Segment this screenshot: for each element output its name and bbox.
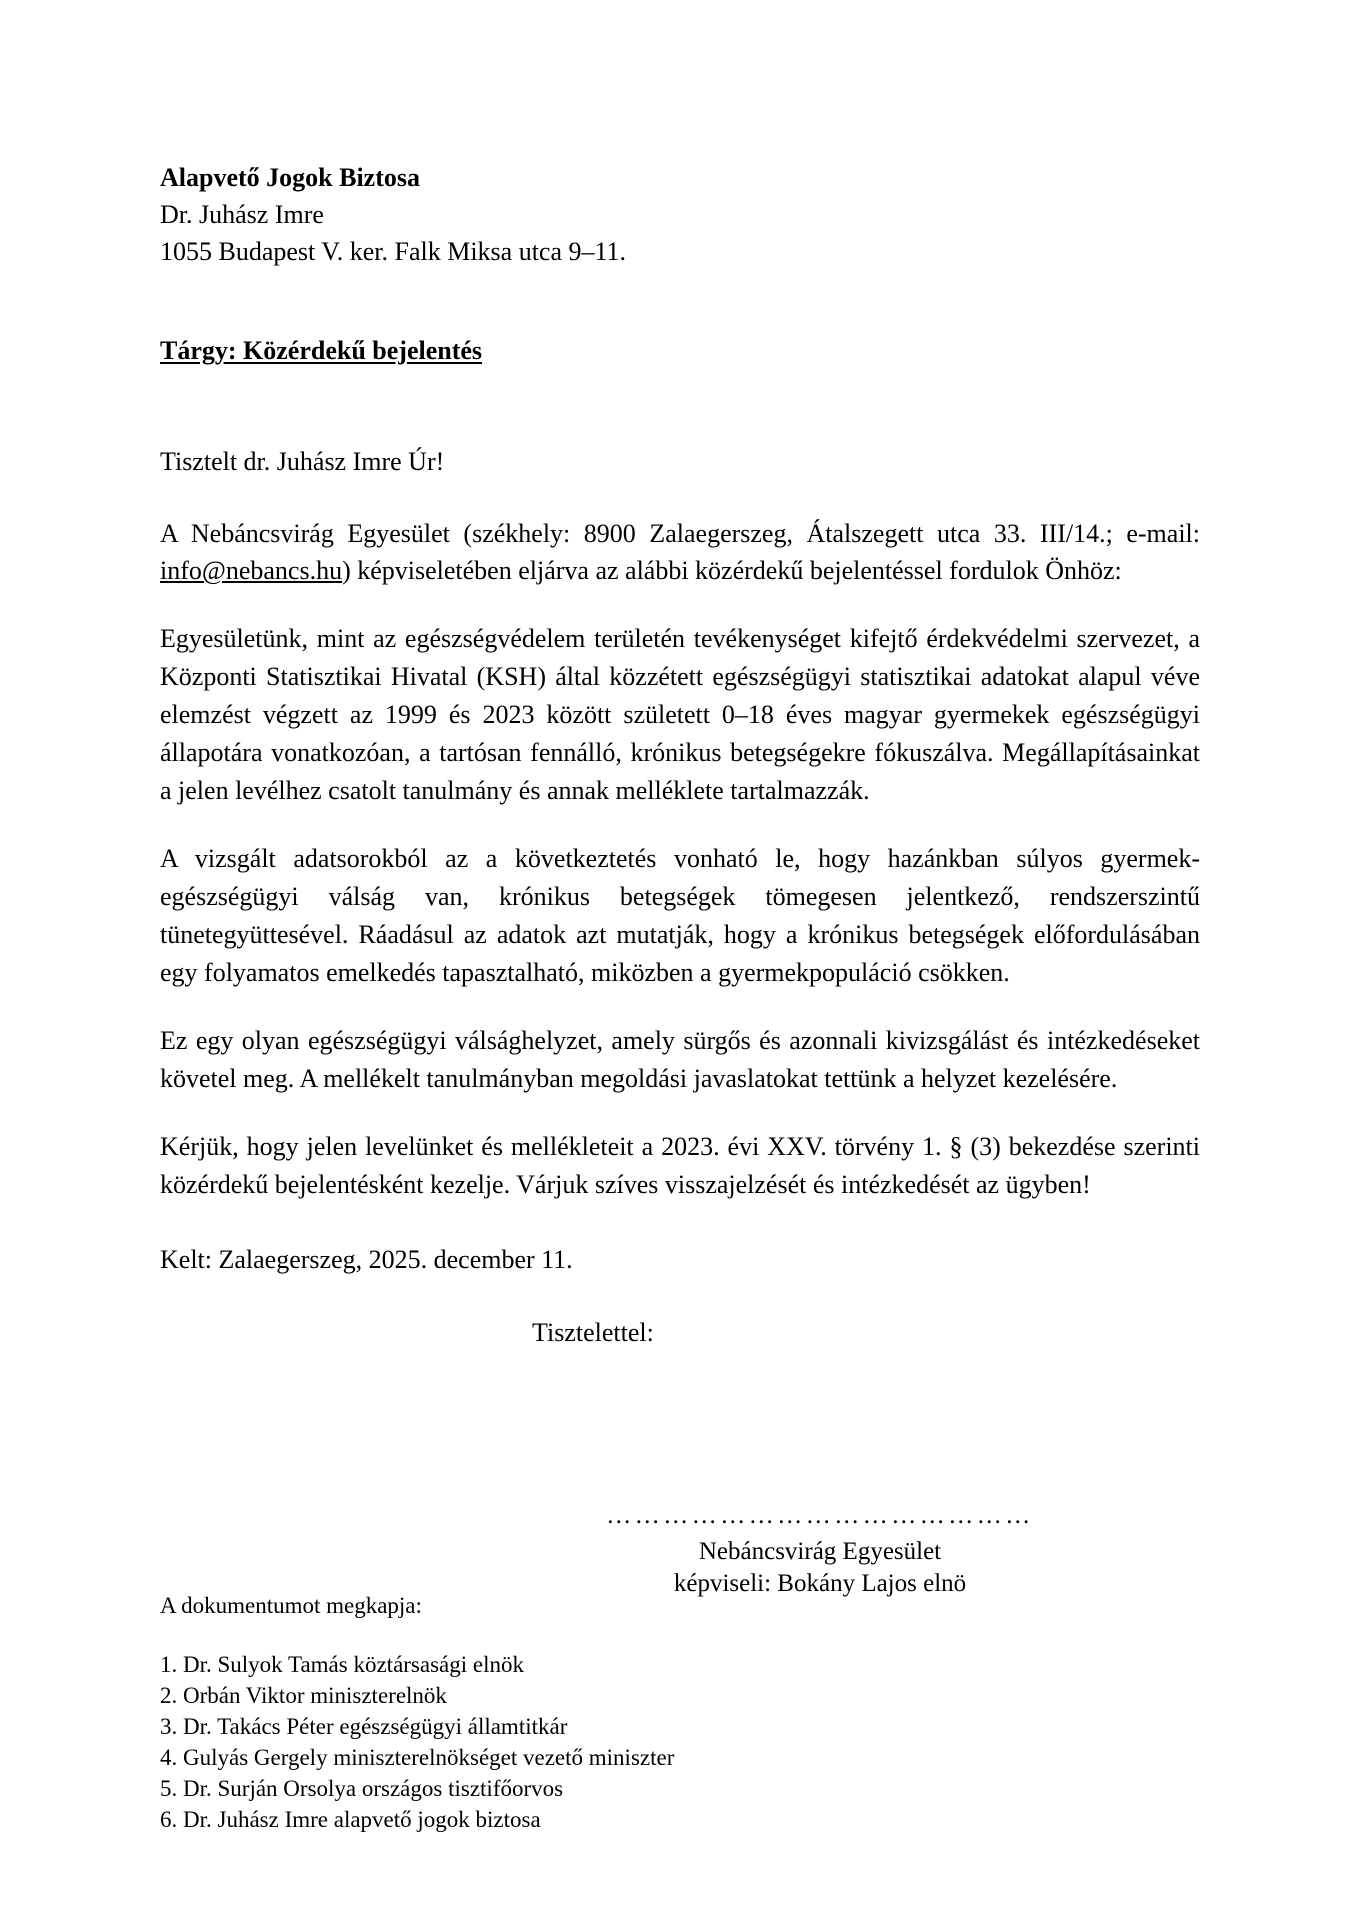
- list-item: 5. Dr. Surján Orsolya országos tisztifőorvos: [160, 1776, 564, 1802]
- addressee-organization: Alapvető Jogok Biztosa: [160, 163, 420, 192]
- list-item: 6. Dr. Juhász Imre alapvető jogok biztosa: [160, 1807, 541, 1833]
- signature-block: [600, 1500, 1040, 1600]
- closing-salutation: Tisztelettel:: [532, 1317, 654, 1347]
- paragraph-introduction: [160, 515, 1200, 591]
- email-link[interactable]: info@nebancs.hu: [160, 556, 343, 586]
- signature-representative: képviseli: Bokány Lajos elnö: [673, 1570, 967, 1597]
- addressee-name: Dr. Juhász Imre: [160, 199, 324, 229]
- salutation: Tisztelt dr. Juhász Imre Úr!: [160, 446, 445, 476]
- signature-dotted-line: ………………………………………: [606, 1502, 1034, 1529]
- addressee-block: [160, 160, 1200, 271]
- paragraph-analysis-scope: Egyesületünk, mint az egészségvédelem területén tevékenységet kifejtő érdekvédelmi szervezet, a Központi Statisztikai Hivatal (KSH) által közzétett egészségügyi statisztikai adatokat alapul véve elemzést végzett az 1999 és 2023 között született 0–18 éves magyar gyermekek egészségügyi állapotára vonatkozóan, a tartósan fennálló, krónikus betegségekre fókuszálva. Megállapításainkat a jelen levélhez csatolt tanulmány és annak melléklete tartalmazzák.: [160, 624, 1200, 806]
- list-item: 1. Dr. Sulyok Tamás köztársasági elnök: [160, 1652, 524, 1678]
- letter-content: [160, 160, 1200, 1352]
- list-item: 2. Orbán Viktor miniszterelnök: [160, 1683, 447, 1709]
- addressee-address: 1055 Budapest V. ker. Falk Miksa utca 9–11.: [160, 236, 627, 266]
- date-line: Kelt: Zalaegerszeg, 2025. december 11.: [160, 1244, 573, 1274]
- intro-text-after-email: ) képviseletében eljárva az alábbi közérdekű bejelentéssel fordulok Önhöz:: [342, 556, 1122, 586]
- distribution-block: [160, 1590, 860, 1835]
- list-item: 4. Gulyás Gergely miniszterelnökséget vezető miniszter: [160, 1745, 675, 1771]
- subject-line: [160, 333, 1200, 370]
- paragraph-legal-basis: Kérjük, hogy jelen levelünket és mellékleteit a 2023. évi XXV. törvény 1. § (3) bekezdése szerinti közérdekű bejelentésként kezelje. Várjuk szíves visszajelzését és intézkedését az ügyben!: [160, 1131, 1200, 1199]
- list-item: 3. Dr. Takács Péter egészségügyi államtitkár: [160, 1714, 568, 1740]
- distribution-title: A dokumentumot megkapja:: [160, 1593, 422, 1618]
- paragraph-request-action: Ez egy olyan egészségügyi válsághelyzet, amely sürgős és azonnali kivizsgálást és intézkedéseket követel meg. A mellékelt tanulmányban megoldási javaslatokat tettünk a helyzet kezelésére.: [160, 1026, 1200, 1093]
- subject-text: Tárgy: Közérdekű bejelentés: [160, 335, 483, 365]
- signature-organization: Nebáncsvirág Egyesület: [698, 1538, 942, 1565]
- paragraph-findings: A vizsgált adatsorokból az a következtetés vonható le, hogy hazánkban súlyos gyermek-egészségügyi válság van, krónikus betegségek tömegesen jelentkező, rendszerszintű tünetegyüttesével. Ráadásul az adatok azt mutatják, hogy a krónikus betegségek előfordulásában egy folyamatos emelkedés tapasztalható, miközben a gyermekpopuláció csökken.: [160, 844, 1200, 988]
- intro-text-before-email: A Nebáncsvirág Egyesület (székhely: 8900 Zalaegerszeg, Átalszegett utca 33. III/14.; e-mail:: [160, 518, 1200, 548]
- distribution-list: [160, 1649, 860, 1835]
